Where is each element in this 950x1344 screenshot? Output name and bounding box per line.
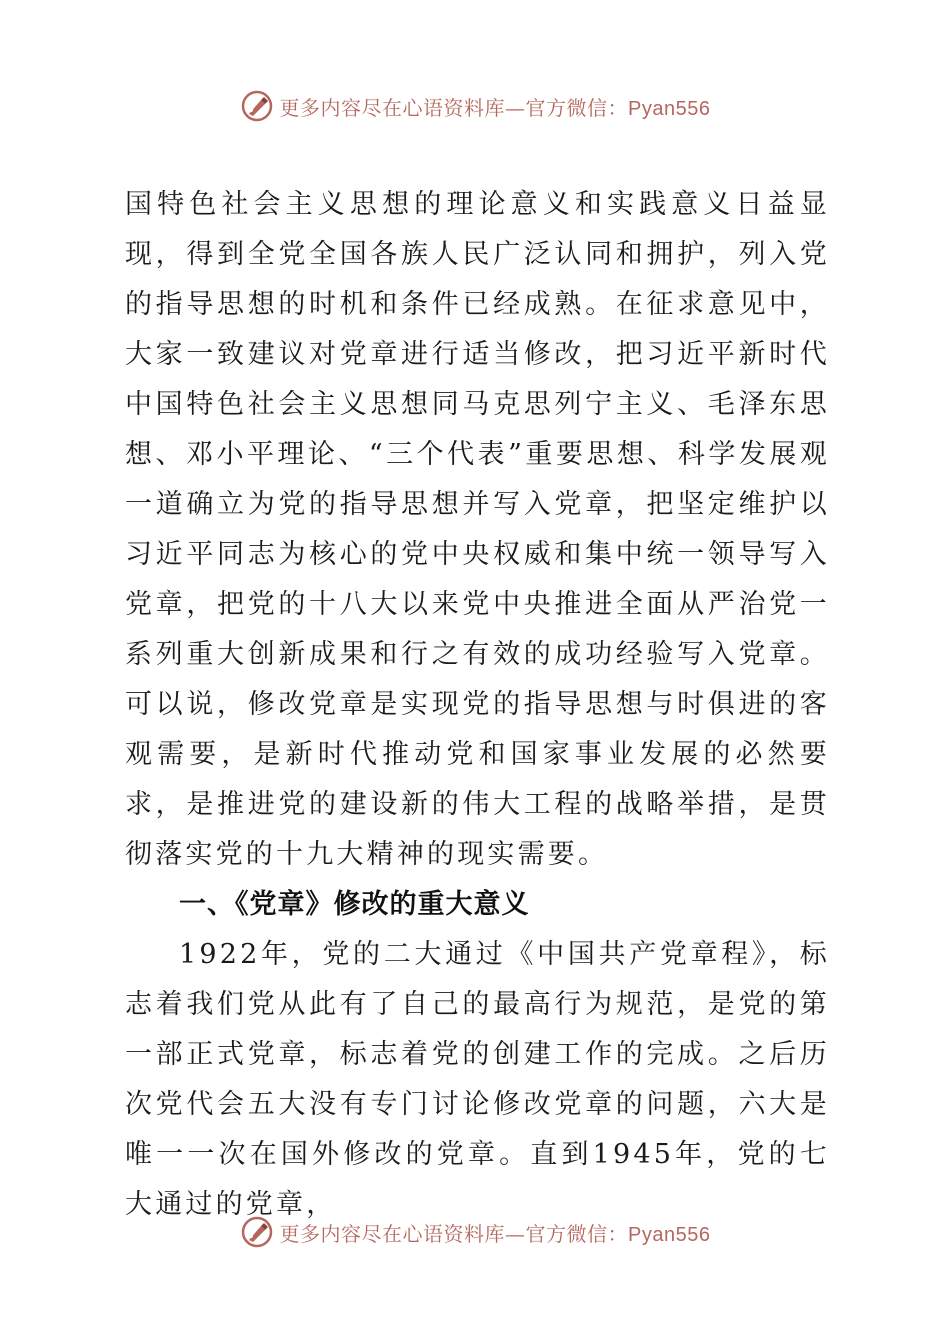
header-watermark-text: 更多内容尽在心语资料库—官方微信：Pyan556 bbox=[279, 95, 711, 120]
body-paragraph: 1922年，党的二大通过《中国共产党章程》，标志着我们党从此有了自己的最高行为规范，是党的第一部正式党章，标志着党的创建工作的完成。之后历次党代会五大没有专门讨论修改党章的问题，六大是唯一一次在国外修改的党章。直到1945年，党的七大通过的党章， bbox=[125, 939, 830, 1220]
footer-watermark-text: 更多内容尽在心语资料库—官方微信：Pyan556 bbox=[279, 1221, 711, 1246]
body-paragraph: 国特色社会主义思想的理论意义和实践意义日益显现，得到全党全国各族人民广泛认同和拥护，列入党的指导思想的时机和条件已经成熟。在征求意见中，大家一致建议对党章进行适当修改，把习近平新时代中国特色社会主义思想同马克思列宁主义、毛泽东思想、邓小平理论、“三个代表”重要思想、科学发展观一道确立为党的指导思想并写入党章，把坚定维护以习近平同志为核心的党中央权威和集中统一领导写入党章，把党的十八大以来党中央推进全面从严治党一系列重大创新成果和行之有效的成功经验写入党章。可以说，修改党章是实现党的指导思想与时俱进的客观需要，是新时代推动党和国家事业发展的必然要求，是推进党的建设新的伟大工程的战略举措，是贯彻落实党的十九大精神的现实需要。 bbox=[125, 189, 830, 870]
footer-watermark-banner bbox=[0, 1212, 950, 1252]
section-heading: 一、《党章》修改的重大意义 bbox=[179, 889, 530, 920]
pen-nib-logo-icon bbox=[240, 1215, 274, 1249]
header-watermark-banner bbox=[0, 86, 950, 126]
document-body bbox=[125, 180, 830, 1230]
pen-nib-logo-icon bbox=[240, 89, 274, 123]
